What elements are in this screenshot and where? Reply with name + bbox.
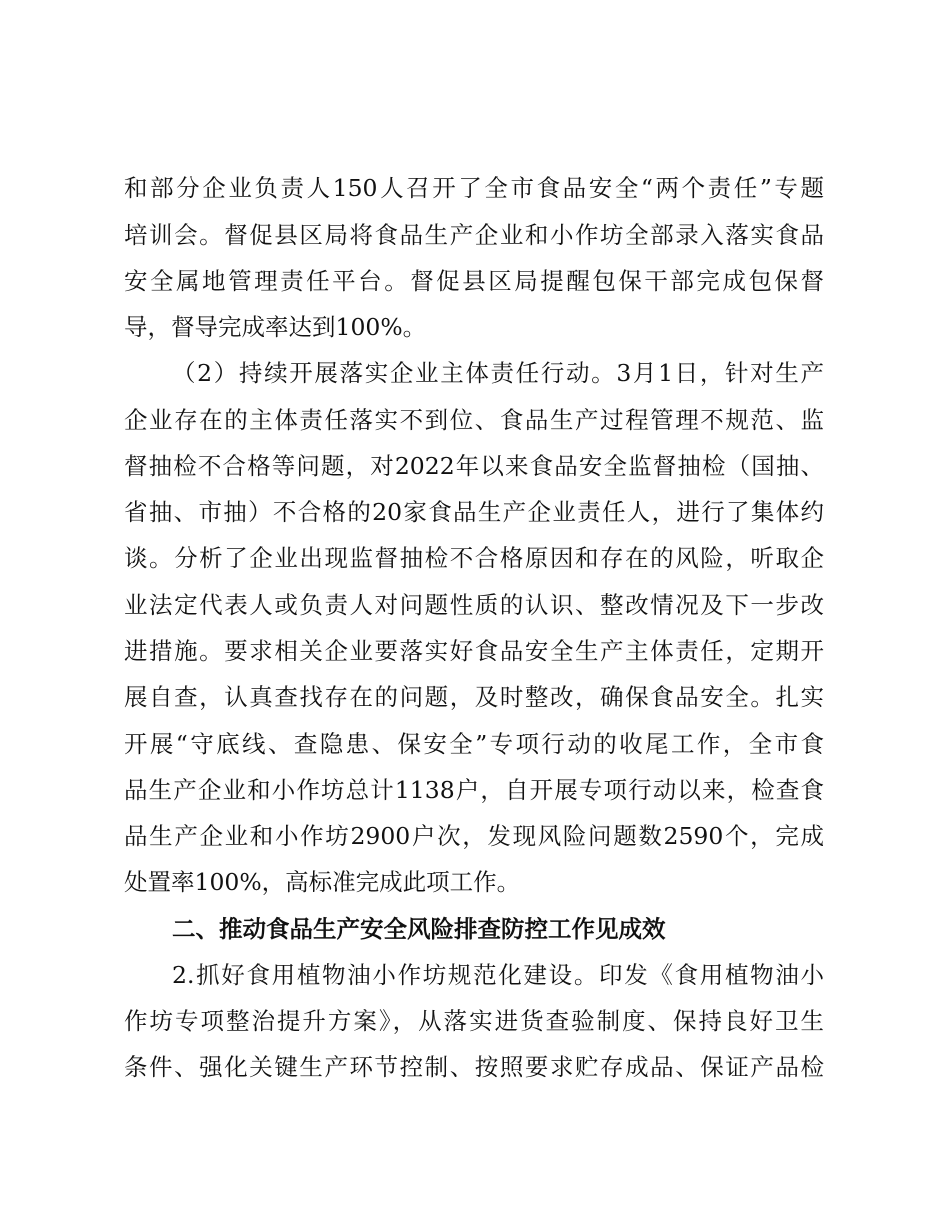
paragraph-line: 2.抓好食用植物油小作坊规范化建设。印发《食用植物油小	[172, 961, 824, 989]
paragraph-line: 培训会。督促县区局将食品生产企业和小作坊全部录入落实食品	[124, 221, 824, 249]
paragraph-line: 处置率100%，高标准完成此项工作。	[124, 868, 521, 896]
paragraph-line: 作坊专项整治提升方案》，从落实进货查验制度、保持良好卫生	[124, 1007, 824, 1035]
paragraph-line: 谈。分析了企业出现监督抽检不合格原因和存在的风险，听取企	[124, 544, 824, 572]
paragraph-line: 条件、强化关键生产环节控制、按照要求贮存成品、保证产品检	[124, 1053, 824, 1081]
paragraph-line: 品生产企业和小作坊总计1138户，自开展专项行动以来，检查食	[124, 776, 824, 804]
paragraph-line: 开展“守底线、查隐患、保安全”专项行动的收尾工作，全市食	[124, 730, 824, 758]
paragraph-line: 督抽检不合格等问题，对2022年以来食品安全监督抽检（国抽、	[124, 452, 824, 480]
paragraph-line: 和部分企业负责人150人召开了全市食品安全“两个责任”专题	[124, 174, 824, 202]
paragraph-line: 品生产企业和小作坊2900户次，发现风险问题数2590个，完成	[124, 822, 824, 850]
paragraph-line: 进措施。要求相关企业要落实好食品安全生产主体责任，定期开	[124, 637, 824, 665]
paragraph-line: 业法定代表人或负责人对问题性质的认识、整改情况及下一步改	[124, 591, 824, 619]
paragraph-line: 省抽、市抽）不合格的20家食品生产企业责任人，进行了集体约	[124, 498, 824, 526]
section-heading: 二、推动食品生产安全风险排查防控工作见成效	[172, 915, 666, 943]
paragraph-line: 展自查，认真查找存在的问题，及时整改，确保食品安全。扎实	[124, 683, 824, 711]
paragraph-line: 导，督导完成率达到100%。	[124, 313, 427, 341]
paragraph-line: （2）持续开展落实企业主体责任行动。3月1日，针对生产	[172, 359, 824, 387]
paragraph-line: 安全属地管理责任平台。督促县区局提醒包保干部完成包保督	[124, 267, 824, 295]
paragraph-line: 企业存在的主体责任落实不到位、食品生产过程管理不规范、监	[124, 406, 824, 434]
